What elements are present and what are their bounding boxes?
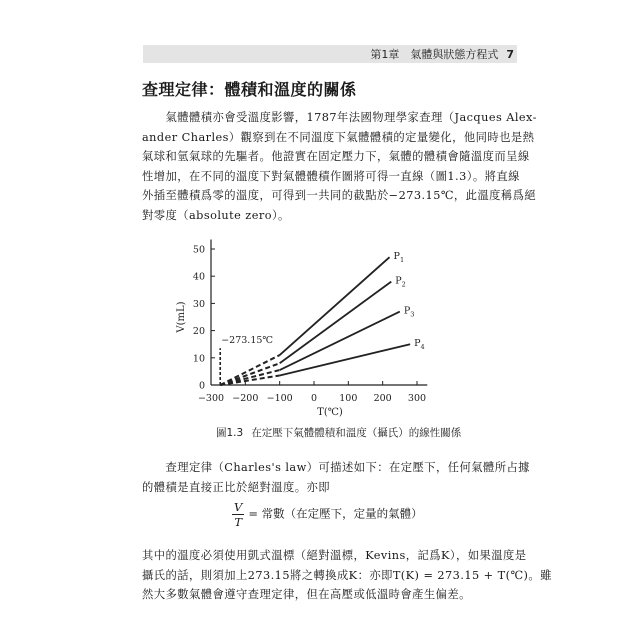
page-number: 7: [506, 48, 514, 61]
charles-equation: [232, 500, 423, 529]
series-line-p2: [280, 282, 392, 364]
x-axis-label: T(℃): [317, 407, 343, 418]
x-tick-label: 200: [373, 393, 392, 404]
figure-number: 圖1.3: [216, 427, 244, 439]
text-line: 其中的溫度必須使用凱式溫標（絕對溫標，Kevins，記爲K），如果溫度是: [142, 549, 527, 562]
equation-fraction: [232, 500, 244, 529]
series-label-p3: $P_3$: [403, 305, 415, 319]
equation-numerator: V: [234, 500, 243, 514]
y-tick-label: 40: [192, 271, 205, 283]
y-tick-label: 30: [192, 298, 205, 310]
y-tick-label: 50: [192, 244, 205, 256]
law-paragraph: [142, 458, 530, 497]
text-line: ander Charles）觀察到在不同溫度下氣體體積的定量變化，他同時也是熱: [142, 130, 535, 144]
x-tick-label: −100: [266, 393, 293, 404]
text-line: 攝氏的話，則須加上273.15將之轉換成K：亦即T(K) = 273.15 + T(℃)。雖: [142, 568, 552, 582]
intercept-label: −273.15℃: [221, 334, 274, 346]
chart-series: [220, 257, 410, 385]
x-tick-label: −200: [232, 393, 259, 404]
chapter-title: 第1章 氣體與狀態方程式: [370, 48, 499, 61]
x-tick-label: 100: [339, 393, 358, 404]
figure-caption: [216, 425, 461, 440]
x-tick-label: 300: [407, 393, 427, 404]
series-label-p2: $P_2$: [395, 275, 406, 289]
text-line: 的體積是直接正比於絕對溫度。亦即: [142, 480, 330, 494]
series-extrapolation-p1: [220, 355, 279, 385]
series-label-p4: $P_4$: [414, 338, 425, 352]
equation-denominator: T: [234, 515, 242, 529]
equation-rhs: = 常數（在定壓下，定量的氣體）: [248, 506, 423, 521]
series-line-p1: [280, 257, 390, 355]
y-tick-label: 0: [198, 380, 205, 392]
x-tick-label: 0: [310, 393, 318, 404]
y-axis-label: V(mL): [176, 301, 187, 333]
text-line: 外插至體積爲零的溫度，可得到一共同的截點於−273.15℃，此溫度稱爲絕: [142, 189, 537, 202]
text-line: 氣體體積亦會受溫度影響，1787年法國物理學家查理（Jacques Alex-: [142, 111, 537, 124]
x-tick-label: −300: [197, 393, 225, 404]
text-line: 然大多數氣體會遵守查理定律，但在高壓或低溫時會產生偏差。: [142, 588, 471, 601]
text-line: 性增加，在不同的溫度下對氣體體積作圖將可得一直線（圖1.3）。將直線: [142, 169, 520, 183]
figure-caption-text: 在定壓下氣體體積和溫度（攝氏）的線性關係: [251, 427, 462, 439]
text-line: 氣球和氫氣球的先驅者。他證實在固定壓力下，氣體的體積會隨溫度而呈線: [142, 150, 530, 163]
series-label-p1: $P_1$: [393, 251, 405, 265]
section-title: 查理定律：體積和溫度的關係: [142, 80, 357, 99]
y-tick-label: 10: [192, 353, 205, 365]
y-tick-label: 20: [192, 326, 205, 338]
text-line: 查理定律（Charles's law）可描述如下：在定壓下，任何氣體所占據: [142, 461, 530, 474]
text-line: 對零度（absolute zero）。: [142, 208, 290, 222]
closing-paragraph: [142, 546, 552, 605]
